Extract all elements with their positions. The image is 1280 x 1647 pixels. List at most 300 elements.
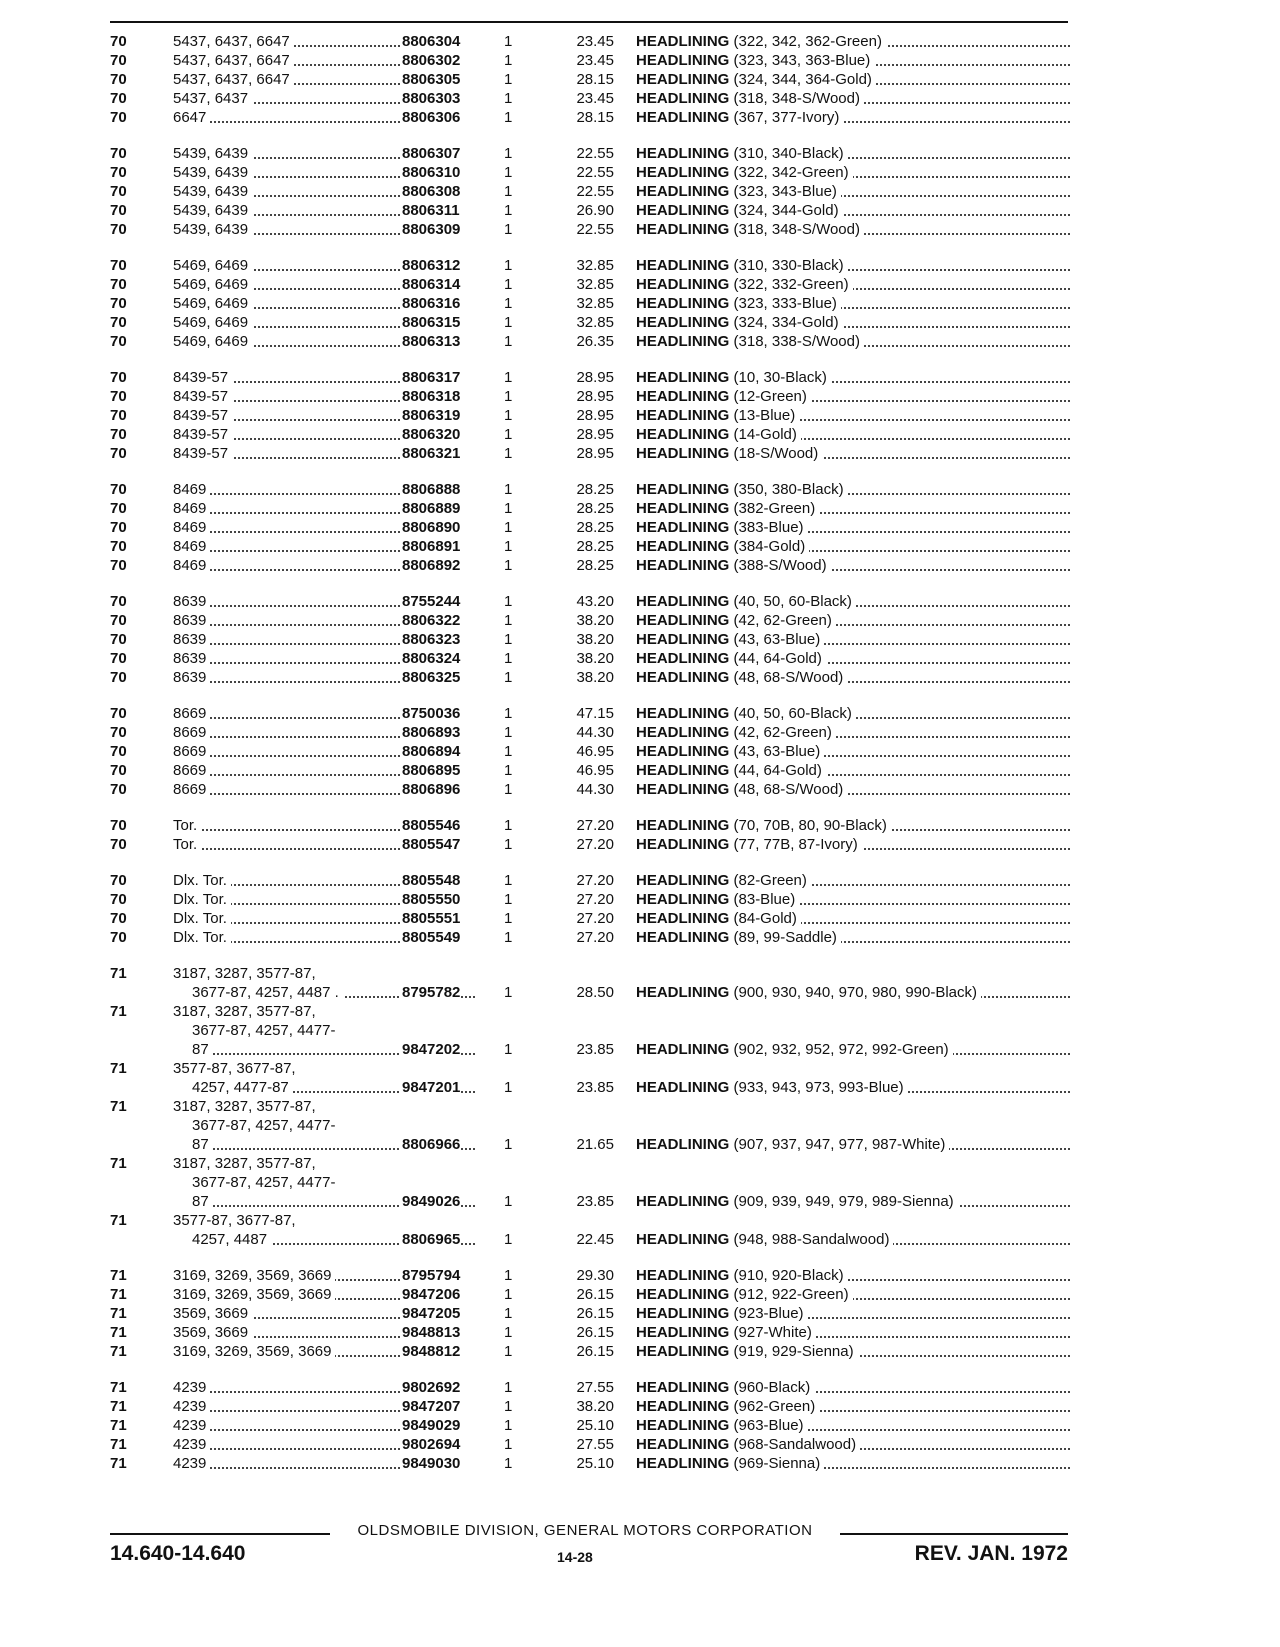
model-text: Dlx. Tor. xyxy=(173,872,231,889)
table-row xyxy=(110,1285,1070,1304)
item-name: HEADLINING xyxy=(636,631,730,648)
part-description xyxy=(636,275,1070,294)
table-row xyxy=(110,444,1070,463)
table-row xyxy=(110,1154,1070,1173)
description-text: HEADLINING (83-Blue) xyxy=(636,891,799,908)
model-text: 8469 xyxy=(173,500,210,517)
part-number: 8806302 xyxy=(402,52,461,69)
model-text: 3577-87, 3677-87, xyxy=(173,1060,300,1077)
item-name: HEADLINING xyxy=(636,1455,730,1472)
list-price: 27.55 xyxy=(576,1379,614,1396)
item-name: HEADLINING xyxy=(636,929,730,946)
model-text: 87 xyxy=(192,1041,213,1058)
model-text: 5437, 6437, 6647 xyxy=(173,52,294,69)
model-year: 70 xyxy=(110,164,127,181)
footer-revision-date: REV. JAN. 1972 xyxy=(914,1542,1068,1565)
list-price: 46.95 xyxy=(576,762,614,779)
item-name: HEADLINING xyxy=(636,612,730,629)
description-text: HEADLINING (42, 62-Green) xyxy=(636,724,836,741)
part-description xyxy=(636,723,1070,742)
table-row xyxy=(110,649,1070,668)
quantity: 1 xyxy=(504,1136,513,1153)
part-number: 8806316 xyxy=(402,295,461,312)
list-price: 28.50 xyxy=(576,984,614,1001)
item-name: HEADLINING xyxy=(636,650,730,667)
list-price: 25.10 xyxy=(576,1455,614,1472)
model-year: 70 xyxy=(110,817,127,834)
model-text: Tor. xyxy=(173,836,201,853)
model-year: 70 xyxy=(110,669,127,686)
list-price: 23.85 xyxy=(576,1041,614,1058)
model-text: 4257, 4477-87 xyxy=(192,1079,293,1096)
description-text: HEADLINING (48, 68-S/Wood) xyxy=(636,781,847,798)
list-price: 38.20 xyxy=(576,669,614,686)
part-description xyxy=(636,1323,1070,1342)
model-year: 70 xyxy=(110,257,127,274)
model-text: 3169, 3269, 3569, 3669 xyxy=(173,1286,335,1303)
model-year: 71 xyxy=(110,1098,127,1115)
part-number: 8806311 xyxy=(402,202,460,219)
model-text: 3187, 3287, 3577-87, xyxy=(173,1155,320,1172)
item-name: HEADLINING xyxy=(636,984,730,1001)
part-number: 8805550 xyxy=(402,891,461,908)
model-text: 6647 xyxy=(173,109,210,126)
model-text: 8669 xyxy=(173,705,210,722)
model-year: 70 xyxy=(110,221,127,238)
table-row xyxy=(110,518,1070,537)
table-row xyxy=(110,835,1070,854)
part-description xyxy=(636,332,1070,351)
part-description xyxy=(636,890,1070,909)
table-row xyxy=(110,1397,1070,1416)
table-row xyxy=(110,630,1070,649)
quantity: 1 xyxy=(504,426,513,443)
description-text: HEADLINING (318, 348-S/Wood) xyxy=(636,221,864,238)
model-year: 71 xyxy=(110,1286,127,1303)
part-description xyxy=(636,1454,1070,1473)
part-description xyxy=(636,1285,1070,1304)
part-number: 8805549 xyxy=(402,929,461,946)
item-name: HEADLINING xyxy=(636,1417,730,1434)
list-price: 32.85 xyxy=(576,276,614,293)
description-text: HEADLINING (13-Blue) xyxy=(636,407,799,424)
top-rule xyxy=(110,21,1068,23)
part-number: 8750036 xyxy=(402,705,461,722)
model-year: 70 xyxy=(110,388,127,405)
model-year: 71 xyxy=(110,1155,127,1172)
model-text: 8669 xyxy=(173,743,210,760)
model-year: 70 xyxy=(110,295,127,312)
list-price: 47.15 xyxy=(576,705,614,722)
part-description xyxy=(636,444,1070,463)
item-name: HEADLINING xyxy=(636,221,730,238)
model-year: 70 xyxy=(110,481,127,498)
item-name: HEADLINING xyxy=(636,1286,730,1303)
part-number: 8806320 xyxy=(402,426,461,443)
item-name: HEADLINING xyxy=(636,1398,730,1415)
quantity: 1 xyxy=(504,1193,513,1210)
item-name: HEADLINING xyxy=(636,295,730,312)
item-name: HEADLINING xyxy=(636,183,730,200)
list-price: 27.20 xyxy=(576,929,614,946)
model-year: 70 xyxy=(110,407,127,424)
model-year: 70 xyxy=(110,705,127,722)
part-description xyxy=(636,780,1070,799)
footer-organization: OLDSMOBILE DIVISION, GENERAL MOTORS CORPORATION xyxy=(357,1522,813,1539)
table-row xyxy=(110,1454,1070,1473)
model-year: 71 xyxy=(110,1324,127,1341)
description-text: HEADLINING (324, 334-Gold) xyxy=(636,314,843,331)
group-spacer xyxy=(110,239,1070,256)
model-text: 5439, 6439 xyxy=(173,183,252,200)
part-description xyxy=(636,1342,1070,1361)
part-number: 9849026 xyxy=(402,1193,461,1210)
description-text: HEADLINING (43, 63-Blue) xyxy=(636,631,824,648)
part-description xyxy=(636,499,1070,518)
description-text: HEADLINING (310, 340-Black) xyxy=(636,145,848,162)
item-name: HEADLINING xyxy=(636,836,730,853)
item-name: HEADLINING xyxy=(636,1379,730,1396)
footer-rule-right xyxy=(840,1533,1068,1535)
list-price: 28.95 xyxy=(576,407,614,424)
model-year: 70 xyxy=(110,781,127,798)
list-price: 28.95 xyxy=(576,369,614,386)
model-year: 71 xyxy=(110,1417,127,1434)
quantity: 1 xyxy=(504,164,513,181)
model-text: 8439-57 xyxy=(173,388,232,405)
part-description xyxy=(636,630,1070,649)
group-spacer xyxy=(110,1249,1070,1266)
table-row xyxy=(110,890,1070,909)
model-numbers xyxy=(192,1173,475,1192)
table-row xyxy=(110,1323,1070,1342)
model-numbers xyxy=(173,1097,456,1116)
part-number: 9849029 xyxy=(402,1417,461,1434)
list-price: 27.20 xyxy=(576,836,614,853)
item-name: HEADLINING xyxy=(636,781,730,798)
part-description xyxy=(636,1078,1070,1097)
part-number: 8806315 xyxy=(402,314,461,331)
table-row xyxy=(110,780,1070,799)
part-description xyxy=(636,761,1070,780)
group-spacer xyxy=(110,1361,1070,1378)
description-text: HEADLINING (322, 332-Green) xyxy=(636,276,853,293)
part-description xyxy=(636,1397,1070,1416)
description-text: HEADLINING (324, 344, 364-Gold) xyxy=(636,71,876,88)
part-description xyxy=(636,480,1070,499)
part-description xyxy=(636,144,1070,163)
model-year: 70 xyxy=(110,90,127,107)
model-text: 3577-87, 3677-87, xyxy=(173,1212,300,1229)
description-text: HEADLINING (323, 333-Blue) xyxy=(636,295,841,312)
quantity: 1 xyxy=(504,202,513,219)
model-text: 5469, 6469 xyxy=(173,333,252,350)
description-text: HEADLINING (323, 343, 363-Blue) xyxy=(636,52,874,69)
part-description xyxy=(636,835,1070,854)
description-text: HEADLINING (44, 64-Gold) xyxy=(636,762,826,779)
part-number: 8806319 xyxy=(402,407,461,424)
quantity: 1 xyxy=(504,1343,513,1360)
table-row xyxy=(110,1266,1070,1285)
table-row xyxy=(110,704,1070,723)
model-numbers xyxy=(173,1059,456,1078)
quantity: 1 xyxy=(504,631,513,648)
list-price: 28.25 xyxy=(576,557,614,574)
list-price: 26.90 xyxy=(576,202,614,219)
model-year: 70 xyxy=(110,631,127,648)
part-number: 9848812 xyxy=(402,1343,461,1360)
part-number: 8806325 xyxy=(402,669,461,686)
part-description xyxy=(636,1416,1070,1435)
list-price: 44.30 xyxy=(576,781,614,798)
table-row xyxy=(110,1211,1070,1230)
quantity: 1 xyxy=(504,743,513,760)
model-year: 70 xyxy=(110,743,127,760)
part-description xyxy=(636,220,1070,239)
table-row xyxy=(110,332,1070,351)
quantity: 1 xyxy=(504,1305,513,1322)
model-text: 5439, 6439 xyxy=(173,202,252,219)
description-text: HEADLINING (902, 932, 952, 972, 992-Green) xyxy=(636,1041,953,1058)
description-text: HEADLINING (388-S/Wood) xyxy=(636,557,831,574)
description-text: HEADLINING (318, 348-S/Wood) xyxy=(636,90,864,107)
quantity: 1 xyxy=(504,929,513,946)
part-number: 9848813 xyxy=(402,1324,461,1341)
list-price: 32.85 xyxy=(576,314,614,331)
description-text: HEADLINING (384-Gold) xyxy=(636,538,809,555)
model-text: 87 xyxy=(192,1136,213,1153)
item-name: HEADLINING xyxy=(636,669,730,686)
table-row xyxy=(110,201,1070,220)
table-row xyxy=(110,1097,1070,1116)
part-number: 8806888 xyxy=(402,481,461,498)
part-description xyxy=(636,1230,1070,1249)
quantity: 1 xyxy=(504,650,513,667)
item-name: HEADLINING xyxy=(636,1324,730,1341)
part-description xyxy=(636,163,1070,182)
model-year: 70 xyxy=(110,445,127,462)
model-year: 70 xyxy=(110,929,127,946)
table-row xyxy=(110,1378,1070,1397)
model-text: 8639 xyxy=(173,650,210,667)
table-row xyxy=(110,51,1070,70)
table-row-continuation xyxy=(110,1230,1070,1249)
model-numbers xyxy=(173,1154,456,1173)
item-name: HEADLINING xyxy=(636,557,730,574)
description-text: HEADLINING (909, 939, 949, 979, 989-Sienna) xyxy=(636,1193,958,1210)
model-year: 70 xyxy=(110,910,127,927)
list-price: 21.65 xyxy=(576,1136,614,1153)
list-price: 44.30 xyxy=(576,724,614,741)
item-name: HEADLINING xyxy=(636,164,730,181)
model-text: Dlx. Tor. xyxy=(173,910,231,927)
description-text: HEADLINING (927-White) xyxy=(636,1324,816,1341)
quantity: 1 xyxy=(504,71,513,88)
model-year: 71 xyxy=(110,1003,127,1020)
list-price: 28.25 xyxy=(576,481,614,498)
model-year: 71 xyxy=(110,1305,127,1322)
part-number: 9802692 xyxy=(402,1379,461,1396)
part-description xyxy=(636,1378,1070,1397)
list-price: 27.20 xyxy=(576,817,614,834)
model-year: 70 xyxy=(110,593,127,610)
model-year: 71 xyxy=(110,1343,127,1360)
quantity: 1 xyxy=(504,984,513,1001)
part-description xyxy=(636,51,1070,70)
model-text: 5439, 6439 xyxy=(173,145,252,162)
model-year: 70 xyxy=(110,724,127,741)
model-numbers xyxy=(173,1002,456,1021)
quantity: 1 xyxy=(504,221,513,238)
item-name: HEADLINING xyxy=(636,1136,730,1153)
model-year: 70 xyxy=(110,426,127,443)
model-text: 3169, 3269, 3569, 3669 xyxy=(173,1343,335,1360)
part-description xyxy=(636,70,1070,89)
part-number: 8806313 xyxy=(402,333,461,350)
parts-list xyxy=(110,32,1070,1473)
list-price: 27.20 xyxy=(576,910,614,927)
model-year: 71 xyxy=(110,1060,127,1077)
footer-section-number: 14.640-14.640 xyxy=(110,1542,246,1565)
list-price: 25.10 xyxy=(576,1417,614,1434)
model-text: 8669 xyxy=(173,724,210,741)
part-number: 8806895 xyxy=(402,762,461,779)
part-number: 9847207 xyxy=(402,1398,461,1415)
table-row xyxy=(110,89,1070,108)
item-name: HEADLINING xyxy=(636,369,730,386)
item-name: HEADLINING xyxy=(636,388,730,405)
model-text: Dlx. Tor. xyxy=(173,891,231,908)
part-description xyxy=(636,518,1070,537)
model-numbers xyxy=(192,1116,475,1135)
table-row xyxy=(110,1342,1070,1361)
model-year: 70 xyxy=(110,109,127,126)
list-price: 27.20 xyxy=(576,891,614,908)
list-price: 43.20 xyxy=(576,593,614,610)
description-text: HEADLINING (48, 68-S/Wood) xyxy=(636,669,847,686)
item-name: HEADLINING xyxy=(636,1231,730,1248)
list-price: 28.95 xyxy=(576,445,614,462)
table-row-continuation xyxy=(110,983,1070,1002)
description-text: HEADLINING (14-Gold) xyxy=(636,426,801,443)
description-text: HEADLINING (963-Blue) xyxy=(636,1417,808,1434)
part-number: 8806894 xyxy=(402,743,461,760)
part-number: 8806966 xyxy=(402,1136,461,1153)
table-row xyxy=(110,70,1070,89)
item-name: HEADLINING xyxy=(636,705,730,722)
part-description xyxy=(636,983,1070,1002)
part-description xyxy=(636,871,1070,890)
table-row-continuation xyxy=(110,1040,1070,1059)
model-text: 4239 xyxy=(173,1455,210,1472)
part-number: 8806896 xyxy=(402,781,461,798)
table-row xyxy=(110,387,1070,406)
table-row xyxy=(110,537,1070,556)
part-description xyxy=(636,1435,1070,1454)
quantity: 1 xyxy=(504,1079,513,1096)
part-number: 8806322 xyxy=(402,612,461,629)
model-text: 8469 xyxy=(173,538,210,555)
quantity: 1 xyxy=(504,872,513,889)
model-text: 8639 xyxy=(173,631,210,648)
table-row xyxy=(110,499,1070,518)
description-text: HEADLINING (948, 988-Sandalwood) xyxy=(636,1231,893,1248)
model-text: 8639 xyxy=(173,669,210,686)
part-description xyxy=(636,1192,1070,1211)
item-name: HEADLINING xyxy=(636,519,730,536)
table-row xyxy=(110,1059,1070,1078)
footer-rule-left xyxy=(110,1533,330,1535)
item-name: HEADLINING xyxy=(636,426,730,443)
description-text: HEADLINING (12-Green) xyxy=(636,388,811,405)
item-name: HEADLINING xyxy=(636,891,730,908)
quantity: 1 xyxy=(504,1455,513,1472)
model-text: 8639 xyxy=(173,593,210,610)
quantity: 1 xyxy=(504,910,513,927)
model-text: 8639 xyxy=(173,612,210,629)
description-text: HEADLINING (350, 380-Black) xyxy=(636,481,848,498)
item-name: HEADLINING xyxy=(636,724,730,741)
item-name: HEADLINING xyxy=(636,445,730,462)
table-row xyxy=(110,368,1070,387)
table-row xyxy=(110,816,1070,835)
list-price: 28.95 xyxy=(576,388,614,405)
model-text: Tor. xyxy=(173,817,201,834)
model-year: 70 xyxy=(110,538,127,555)
model-text: 5439, 6439 xyxy=(173,221,252,238)
model-year: 70 xyxy=(110,762,127,779)
item-name: HEADLINING xyxy=(636,90,730,107)
table-row xyxy=(110,32,1070,51)
description-text: HEADLINING (10, 30-Black) xyxy=(636,369,831,386)
quantity: 1 xyxy=(504,481,513,498)
table-row xyxy=(110,964,1070,983)
part-description xyxy=(636,537,1070,556)
list-price: 38.20 xyxy=(576,1398,614,1415)
table-row xyxy=(110,406,1070,425)
description-text: HEADLINING (40, 50, 60-Black) xyxy=(636,593,856,610)
description-text: HEADLINING (383-Blue) xyxy=(636,519,808,536)
model-year: 71 xyxy=(110,1212,127,1229)
list-price: 46.95 xyxy=(576,743,614,760)
item-name: HEADLINING xyxy=(636,407,730,424)
model-year: 70 xyxy=(110,333,127,350)
part-number: 9849030 xyxy=(402,1455,461,1472)
part-description xyxy=(636,649,1070,668)
table-row xyxy=(110,1002,1070,1021)
model-year: 71 xyxy=(110,1267,127,1284)
list-price: 28.25 xyxy=(576,519,614,536)
list-price: 38.20 xyxy=(576,612,614,629)
quantity: 1 xyxy=(504,1417,513,1434)
item-name: HEADLINING xyxy=(636,1193,730,1210)
quantity: 1 xyxy=(504,145,513,162)
quantity: 1 xyxy=(504,33,513,50)
part-description xyxy=(636,406,1070,425)
list-price: 23.85 xyxy=(576,1193,614,1210)
part-number: 8806303 xyxy=(402,90,461,107)
table-row xyxy=(110,1304,1070,1323)
description-text: HEADLINING (322, 342-Green) xyxy=(636,164,853,181)
list-price: 32.85 xyxy=(576,295,614,312)
table-row xyxy=(110,611,1070,630)
model-text: 3677-87, 4257, 4477- xyxy=(192,1117,339,1134)
description-text: HEADLINING (89, 99-Saddle) xyxy=(636,929,841,946)
part-description xyxy=(636,704,1070,723)
part-number: 9847205 xyxy=(402,1305,461,1322)
table-row xyxy=(110,144,1070,163)
model-text: 4239 xyxy=(173,1379,210,1396)
